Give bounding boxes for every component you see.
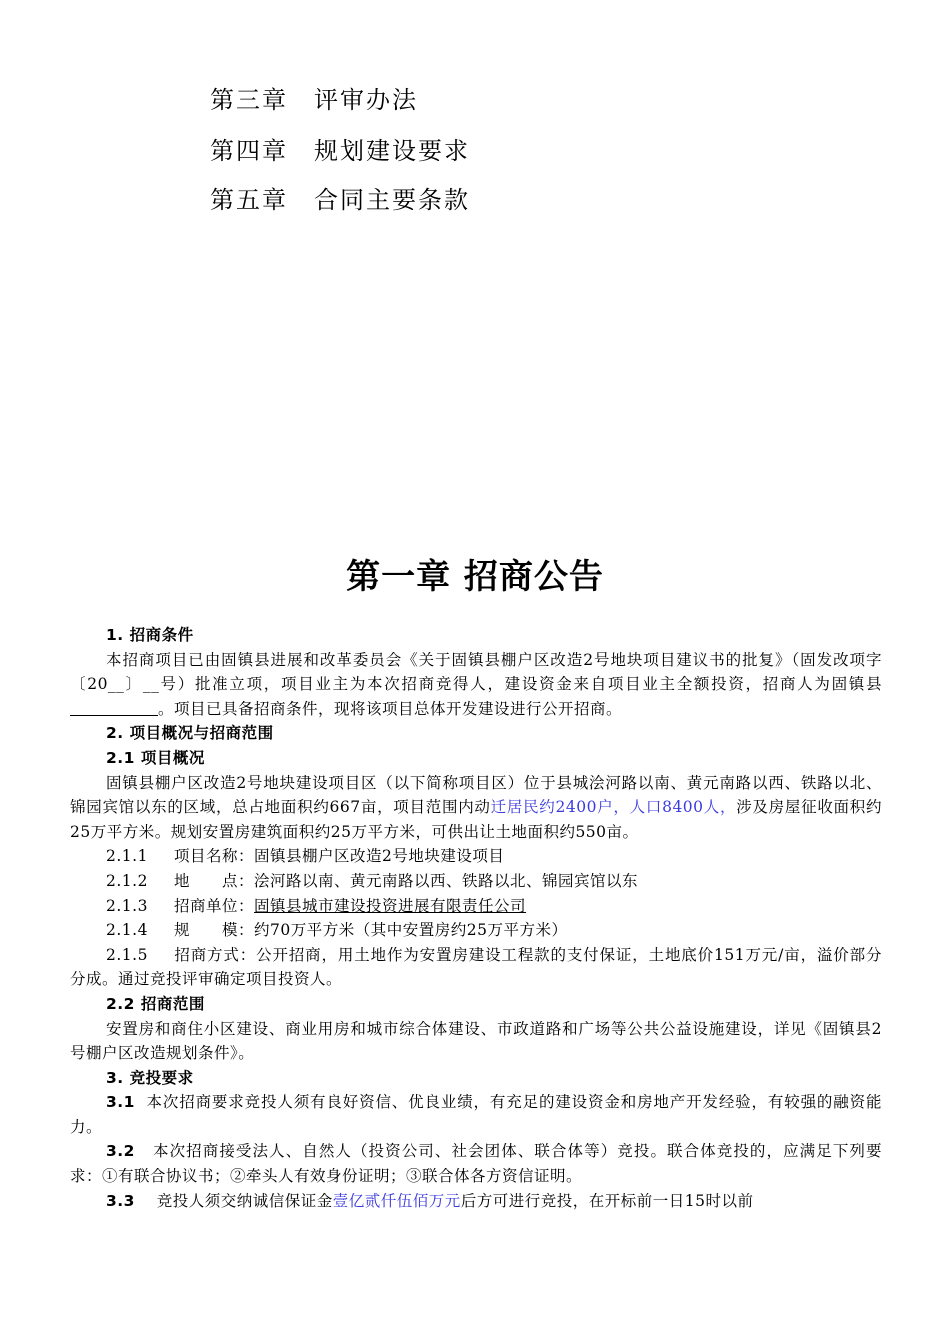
item-value: 公开招商，用土地作为安置房建设工程款的支付保证，土地底价151万元/亩，溢价部分分成。通过竞投评审确定项目投资人。 bbox=[70, 945, 882, 989]
toc-title: 评审办法 bbox=[314, 86, 418, 114]
toc-item bbox=[210, 133, 470, 169]
text: 竞投人须交纳诚信保证金 bbox=[156, 1191, 333, 1210]
highlighted-text: 迁居民约2400户，人口8400人， bbox=[490, 798, 737, 817]
text: 本次招商要求竞投人须有良好资信、优良业绩，有充足的建设资金和房地产开发经验，有较强的融资能力。 bbox=[70, 1093, 882, 1136]
toc-chapter: 第四章 bbox=[210, 137, 288, 165]
text: 后方可进行竞投，在开标前一日15时以前 bbox=[460, 1191, 754, 1210]
paragraph bbox=[70, 771, 882, 845]
list-item bbox=[70, 869, 882, 894]
clause-number: 3.3 bbox=[106, 1191, 135, 1210]
list-item bbox=[70, 844, 882, 869]
item-number: 2.1.3 bbox=[106, 896, 148, 915]
list-item bbox=[70, 918, 882, 943]
item-number: 2.1.2 bbox=[106, 871, 148, 890]
item-value: 固镇县城市建设投资进展有限责任公司 bbox=[254, 896, 527, 915]
section-heading: 1. 招商条件 bbox=[106, 626, 194, 644]
item-value: 固镇县棚户区改造2号地块建设项目 bbox=[254, 847, 505, 866]
blank-line bbox=[70, 699, 158, 716]
clause-number: 3.1 bbox=[106, 1093, 135, 1112]
item-value: 约70万平方米（其中安置房约25万平方米） bbox=[254, 921, 568, 940]
toc-item bbox=[210, 82, 418, 118]
paragraph bbox=[70, 648, 882, 722]
highlighted-text: 壹亿贰仟伍佰万元 bbox=[332, 1191, 461, 1210]
toc-item bbox=[210, 182, 470, 218]
subsection-heading: 2.2 招商范围 bbox=[106, 994, 205, 1013]
toc-title: 规划建设要求 bbox=[314, 137, 470, 165]
text: 固镇县棚户区改造2号地块建设项目区（以下简称项目区）位于县城浍河路以南、黄元南路以西、铁路以北、锦园宾馆以东的区域，总占地面积约667亩，项目范围内动 bbox=[70, 773, 882, 817]
text: 本次招商接受法人、自然人（投资公司、社会团体、联合体等）竞投。联合体竞投的，应满足下列要求：①有联合协议书；②牵头人有效身份证明；③联合体各方资信证明。 bbox=[70, 1142, 882, 1186]
toc-chapter: 第五章 bbox=[210, 186, 288, 214]
text: 涉及房屋征收面积约25万平方米。规划安置房建筑面积约25万平方米，可供出让土地面积约550亩。 bbox=[70, 798, 882, 841]
text: 。项目已具备招商条件，现将该项目总体开发建设进行公开招商。 bbox=[158, 699, 623, 718]
item-label: 项目名称： bbox=[174, 847, 255, 866]
paragraph bbox=[70, 1139, 882, 1188]
list-item bbox=[70, 894, 882, 919]
item-number: 2.1.4 bbox=[106, 921, 148, 940]
document-body bbox=[70, 623, 882, 1213]
item-value: 浍河路以南、黄元南路以西、铁路以北、锦园宾馆以东 bbox=[254, 871, 639, 890]
subsection-heading: 2.1 项目概况 bbox=[106, 748, 205, 767]
section-heading: 3. 竞投要求 bbox=[106, 1068, 194, 1087]
item-number: 2.1.5 bbox=[106, 945, 148, 964]
paragraph: 安置房和商住小区建设、商业用房和城市综合体建设、市政道路和广场等公共公益设施建设，详见《固镇县2号棚户区改造规划条件》。 bbox=[70, 1019, 882, 1063]
list-item bbox=[70, 943, 882, 992]
toc-title: 合同主要条款 bbox=[314, 186, 470, 214]
paragraph bbox=[70, 1189, 882, 1214]
section-heading: 2. 项目概况与招商范围 bbox=[106, 724, 274, 743]
text: 本招商项目已由固镇县进展和改革委员会《关于固镇县棚户区改造2号地块项目建议书的批复》（固发改项字〔20__〕__号）批准立项，项目业主为本次招商竞得人，建设资金来自项目业主全额投资，招商人为固镇县 bbox=[70, 650, 882, 694]
chapter-title: 第一章 招商公告 bbox=[346, 557, 604, 597]
paragraph bbox=[70, 1090, 882, 1139]
toc-chapter: 第三章 bbox=[210, 86, 288, 114]
item-label: 地 点： bbox=[174, 871, 255, 890]
item-label: 规 模： bbox=[174, 921, 255, 940]
item-label: 招商方式： bbox=[174, 945, 257, 964]
clause-number: 3.2 bbox=[106, 1142, 135, 1161]
item-number: 2.1.1 bbox=[106, 847, 148, 866]
item-label: 招商单位： bbox=[174, 896, 255, 915]
